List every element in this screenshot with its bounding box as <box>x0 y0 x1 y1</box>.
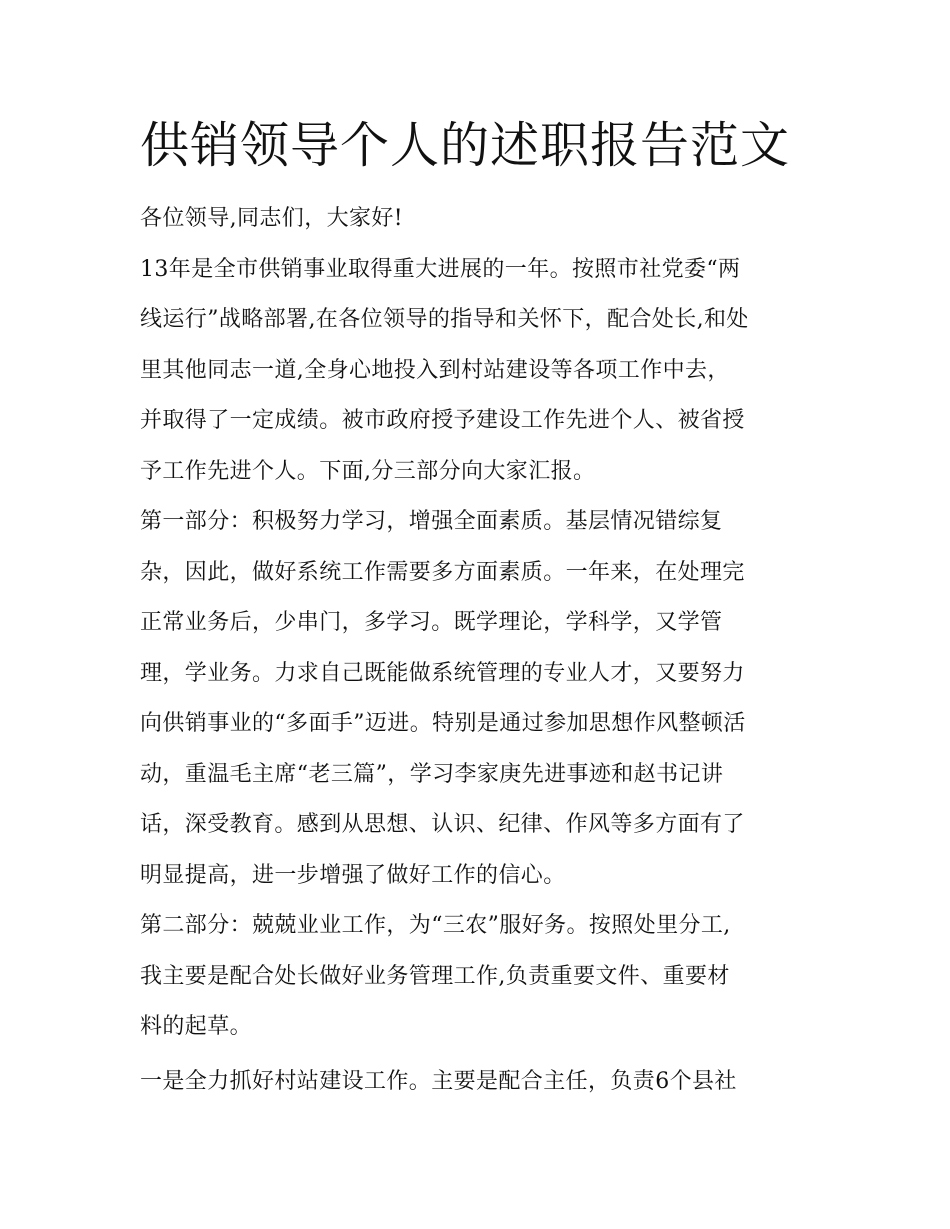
document-content <box>140 112 820 1107</box>
text-line: 并取得了一定成绩。被市政府授予建设工作先进个人、被省授 <box>140 408 745 433</box>
text-line: 一是全力抓好村站建设工作。主要是配合主任，负责6个县社 <box>140 1068 737 1094</box>
text-line: 第二部分：兢兢业业工作，为“三农”服好务。按照处里分工, <box>140 913 731 938</box>
text-line: 向供销事业的“多面手”迈进。特别是通过参加思想作风整顿活 <box>140 711 746 736</box>
text-line: 予工作先进个人。下面,分三部分向大家汇报。 <box>140 458 596 484</box>
document-title: 供销领导个人的述职报告范文 <box>140 117 791 174</box>
text-line: 正常业务后，少串门，多学习。既学理论，学科学，又学管 <box>140 610 723 635</box>
text-line: 明显提高，进一步增强了做好工作的信心。 <box>140 862 566 888</box>
document-body <box>140 194 820 1107</box>
text-line: 话，深受教育。感到从思想、认识、纪律、作风等多方面有了 <box>140 812 745 837</box>
text-line: 各位领导,同志们，大家好! <box>140 206 404 231</box>
text-line: 理，学业务。力求自己既能做系统管理的专业人才，又要努力 <box>140 660 745 686</box>
text-line: 料的起草。 <box>140 1014 253 1039</box>
text-line: 里其他同志一道,全身心地投入到村站建设等各项工作中去， <box>140 357 730 383</box>
text-line: 我主要是配合处长做好业务管理工作,负责重要文件、重要材 <box>140 963 730 989</box>
text-line: 第一部分：积极努力学习，增强全面素质。基层情况错综复 <box>140 509 723 534</box>
text-line: 杂，因此，做好系统工作需要多方面素质。一年来，在处理完 <box>140 559 745 585</box>
text-line: 13年是全市供销事业取得重大进展的一年。按照市社党委“两 <box>140 256 741 282</box>
text-line: 动，重温毛主席“老三篇”，学习李家庚先进事迹和赵书记讲 <box>140 761 724 787</box>
text-line: 线运行”战略部署,在各位领导的指导和关怀下，配合处长,和处 <box>140 307 749 332</box>
